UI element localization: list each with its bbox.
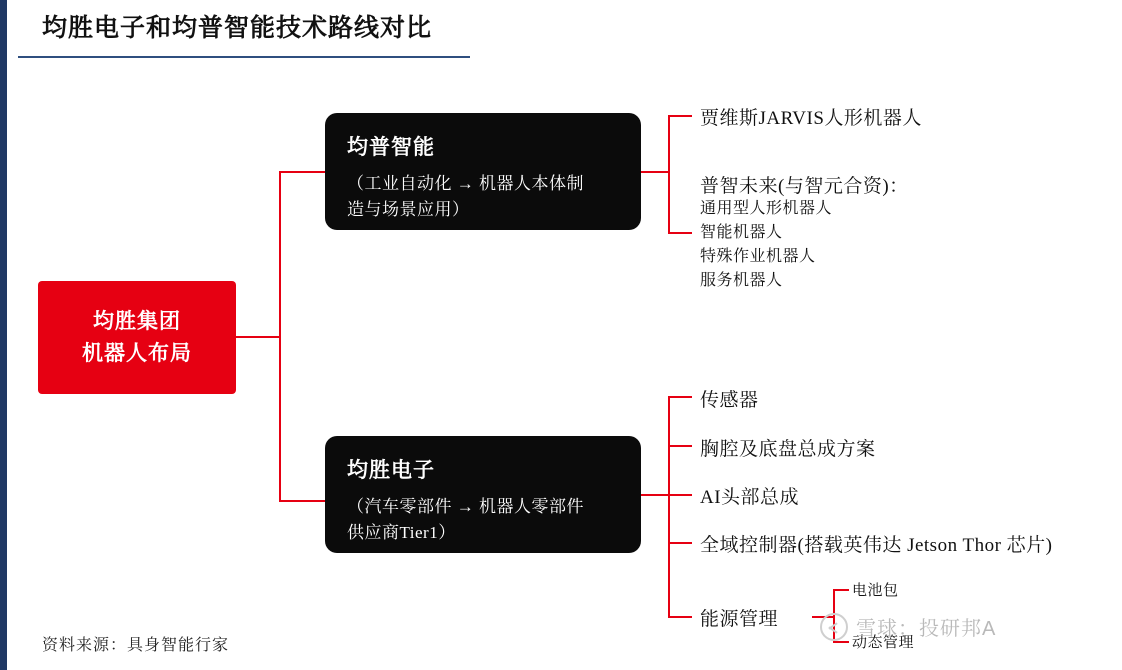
source-note: 资料来源：具身智能行家	[42, 637, 230, 654]
connector-junsheng-leaf-3	[668, 494, 692, 496]
connector-junsheng-stem	[641, 494, 669, 496]
connector-junsheng-leaf-2	[668, 445, 692, 447]
left-edge-bar	[0, 0, 7, 670]
branch-node-junpu	[325, 113, 641, 230]
connector-to-junpu	[279, 171, 325, 173]
connector-junpu-stem	[641, 171, 669, 173]
branch-node-junsheng-subtitle-line2: 供应商Tier1）	[347, 523, 456, 543]
connector-junpu-spine	[668, 115, 670, 233]
watermark-text: 雪球：投研邦A	[856, 618, 997, 640]
branch-node-junsheng	[325, 436, 641, 553]
leaf-sensor: 传感器	[700, 390, 759, 411]
connector-junsheng-leaf-1	[668, 396, 692, 398]
connector-root-stem	[236, 336, 280, 338]
connector-junsheng-spine	[668, 396, 670, 618]
connector-energy-sub-2	[833, 641, 849, 643]
root-node	[38, 281, 236, 394]
connector-junpu-leaf-2	[668, 232, 692, 234]
connector-to-junsheng	[279, 500, 325, 502]
leaf-battery-pack: 电池包	[852, 583, 899, 599]
connector-junsheng-leaf-5	[668, 616, 692, 618]
leaf-domain-controller: 全域控制器(搭载英伟达 Jetson Thor 芯片)	[700, 535, 1053, 556]
watermark	[820, 612, 996, 641]
leaf-puzhi-child-3: 特殊作业机器人	[700, 248, 816, 265]
leaf-puzhi-child-1: 通用型人形机器人	[700, 200, 833, 217]
leaf-puzhi-child-4: 服务机器人	[700, 272, 783, 289]
title-underline	[18, 56, 470, 58]
leaf-dynamic-management: 动态管理	[852, 635, 915, 651]
branch-node-junpu-title: 均普智能	[347, 135, 435, 159]
leaf-puzhi-future: 普智未来(与智元合资)：	[700, 176, 909, 197]
leaf-chest-chassis: 胸腔及底盘总成方案	[700, 439, 876, 460]
root-node-line2: 机器人布局	[82, 340, 192, 365]
leaf-energy-management: 能源管理	[700, 609, 779, 630]
leaf-puzhi-future-children	[700, 197, 832, 293]
branch-node-junpu-subtitle-line1: （工业自动化 → 机器人本体制	[347, 174, 584, 193]
leaf-ai-head: AI头部总成	[700, 487, 800, 508]
leaf-puzhi-child-2: 智能机器人	[700, 224, 783, 241]
connector-root-spine	[279, 171, 281, 501]
connector-energy-sub-1	[833, 589, 849, 591]
connector-junpu-leaf-1	[668, 115, 692, 117]
branch-node-junsheng-subtitle-line1: （汽车零部件 → 机器人零部件	[347, 497, 584, 516]
left-edge-bar-inner	[7, 0, 10, 670]
branch-node-junpu-subtitle-line2: 造与场景应用）	[347, 200, 470, 220]
xueqiu-logo-icon	[820, 613, 848, 641]
page-title: 均胜电子和均普智能技术路线对比	[42, 15, 433, 42]
connector-junsheng-leaf-4	[668, 542, 692, 544]
branch-node-junsheng-title: 均胜电子	[347, 458, 435, 482]
root-node-line1: 均胜集团	[93, 309, 181, 333]
leaf-jarvis: 贾维斯JARVIS人形机器人	[700, 108, 922, 129]
